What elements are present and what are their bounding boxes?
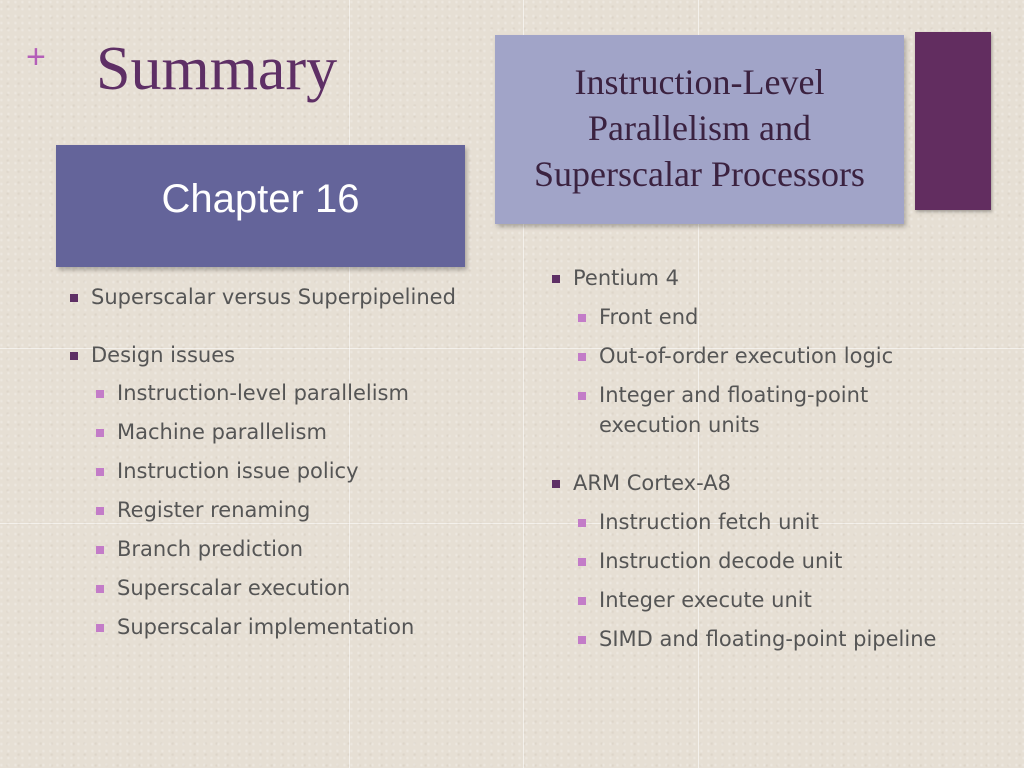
sub-bullet-item: Register renaming [65,495,485,525]
topic-title: Instruction-Level Parallelism and Superscalar Processors [534,61,865,194]
sub-bullet-item: Integer execute unit [547,585,967,615]
sub-bullet-item: Superscalar implementation [65,612,485,642]
chapter-label: Chapter 16 [161,176,360,221]
sub-bullet-item: Superscalar execution [65,573,485,603]
sub-bullet-item: Instruction-level parallelism [65,378,485,408]
chapter-box [56,145,465,267]
sub-bullet-item: SIMD and floating-point pipeline [547,624,967,654]
accent-bar [915,32,991,210]
bullet-item: Design issues [65,340,485,370]
slide-title: Summary [96,35,338,103]
right-bullet-column [547,263,967,654]
sub-bullet-item: Instruction decode unit [547,546,967,576]
left-bullet-column [65,282,485,642]
sub-bullet-item: Machine parallelism [65,417,485,447]
bullet-item: Superscalar versus Superpipelined [65,282,485,312]
sub-bullet-item: Branch prediction [65,534,485,564]
sub-bullet-item: Instruction fetch unit [547,507,967,537]
bullet-item: Pentium 4 [547,263,967,293]
plus-icon: + [26,38,46,76]
bullet-item: ARM Cortex-A8 [547,468,967,498]
sub-bullet-item: Instruction issue policy [65,456,485,486]
sub-bullet-item: Front end [547,302,967,332]
topic-box [495,35,904,224]
sub-bullet-item: Integer and floating-point execution units [547,380,967,440]
sub-bullet-item: Out-of-order execution logic [547,341,967,371]
